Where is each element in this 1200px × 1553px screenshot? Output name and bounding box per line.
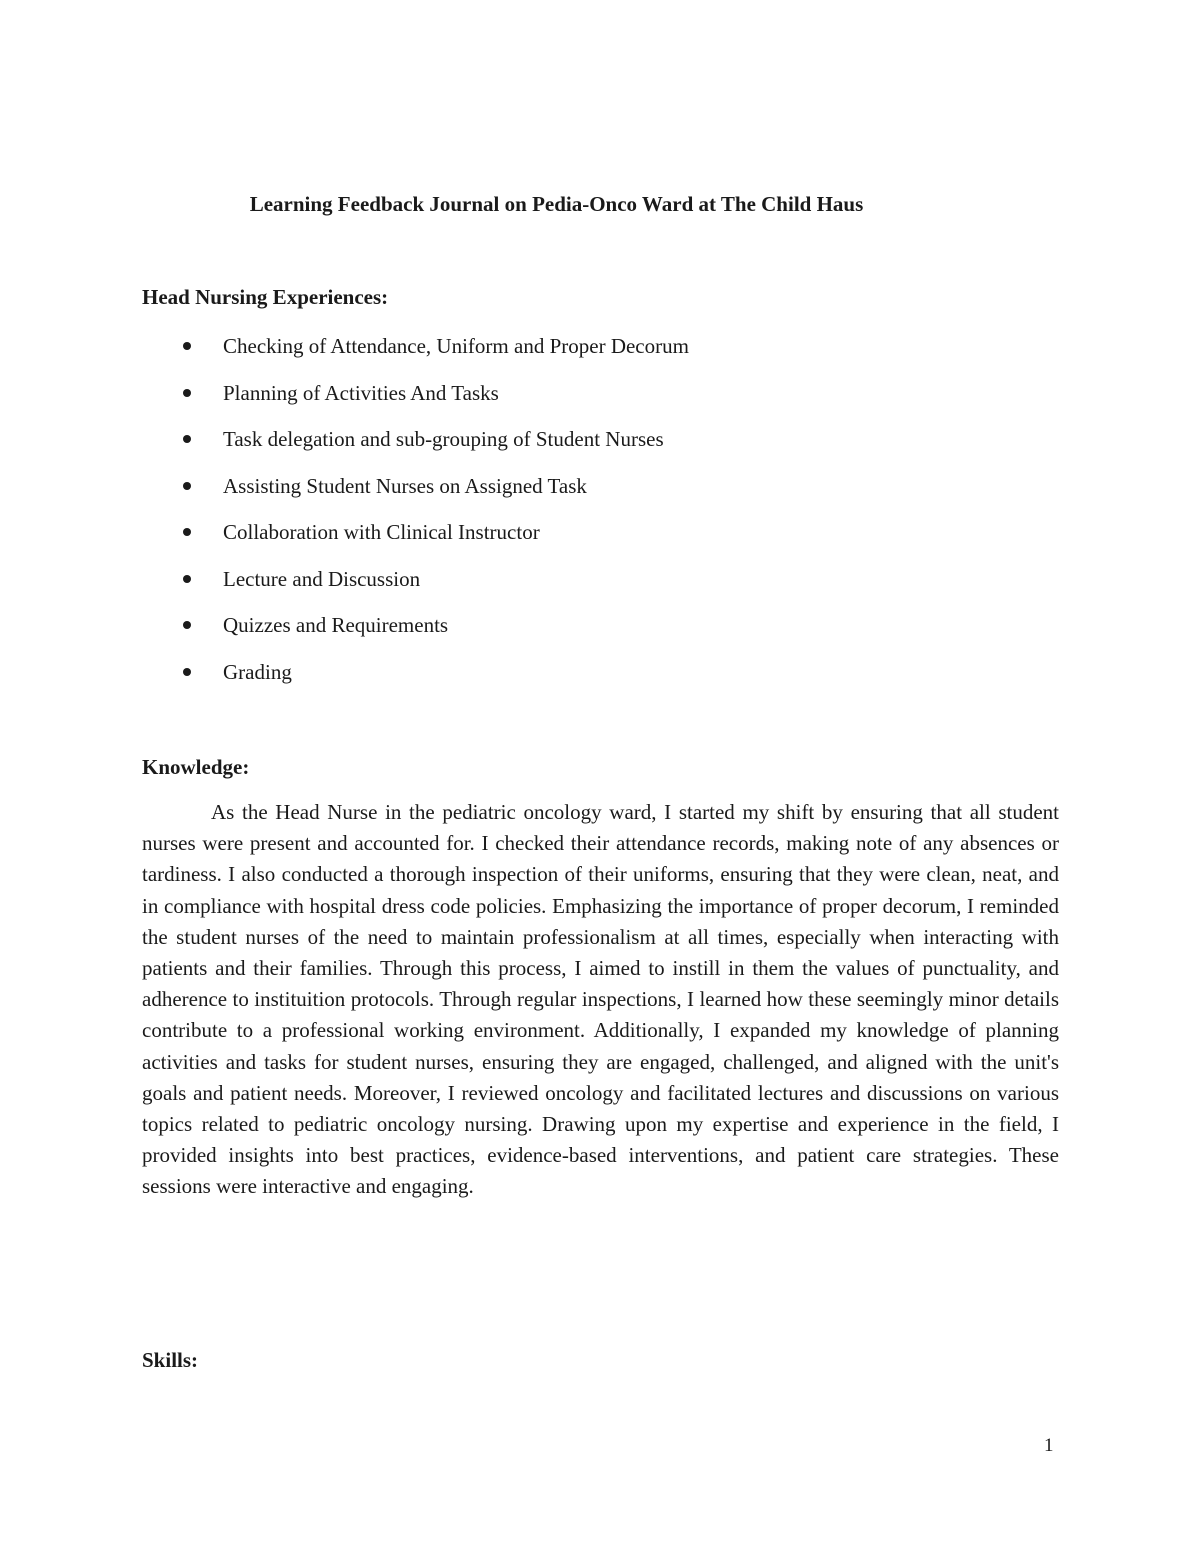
list-item-text: Task delegation and sub-grouping of Student Nurses bbox=[223, 427, 664, 451]
bullet-icon bbox=[183, 342, 191, 350]
knowledge-heading: Knowledge: bbox=[142, 755, 250, 779]
skills-heading: Skills: bbox=[142, 1348, 199, 1372]
bullet-icon bbox=[183, 435, 191, 443]
list-item bbox=[142, 517, 1062, 564]
list-item-text: Assisting Student Nurses on Assigned Task bbox=[223, 473, 587, 498]
list-item-text: Collaboration with Clinical Instructor bbox=[223, 520, 540, 544]
bullet-icon bbox=[183, 668, 191, 676]
list-item bbox=[142, 564, 1062, 611]
list-item bbox=[142, 378, 1062, 425]
page-number: 1 bbox=[1044, 1435, 1054, 1456]
list-item bbox=[142, 424, 1062, 471]
knowledge-paragraph: As the Head Nurse in the pediatric oncology ward, I started my shift by ensuring that all student nurses were present and accounted for. I checked their attendance records, making note of any absences or tardiness. I also conducted a thorough inspection of their uniforms, ensuring that they were clean, neat, and in compliance with hospital dress code policies. Emphasizing the importance of proper decorum, I reminded the student nurses of the need to maintain professionalism at all times, especially when interacting with patients and their families. Through this process, I aimed to instill in them the values of punctuality, and adherence to instituition protocols. Through regular inspections, I learned how these seemingly minor details contribute to a professional working environment. Additionally, I expanded my knowledge of planning activities and tasks for student nurses, ensuring they are engaged, challenged, and aligned with the unit's goals and patient needs. Moreover, I reviewed oncology and facilitated lectures and discussions on various topics related to pediatric oncology nursing. Drawing upon my expertise and experience in the field, I provided insights into best practices, evidence-based interventions, and patient care strategies. These sessions were interactive and engaging. bbox=[142, 800, 1059, 1199]
list-item-text: Checking of Attendance, Uniform and Proper Decorum bbox=[223, 334, 689, 358]
bullet-icon bbox=[183, 528, 191, 536]
list-item-text: Quizzes and Requirements bbox=[223, 613, 449, 637]
list-item bbox=[142, 657, 1062, 704]
list-item bbox=[142, 471, 1062, 518]
document-title: Learning Feedback Journal on Pedia-Onco Ward at The Child Haus bbox=[249, 192, 864, 216]
list-item-text: Lecture and Discussion bbox=[223, 566, 421, 591]
list-item-text: Grading bbox=[223, 659, 292, 684]
experiences-heading: Head Nursing Experiences: bbox=[142, 285, 389, 309]
list-item-text: Planning of Activities And Tasks bbox=[223, 380, 499, 405]
bullet-icon bbox=[183, 482, 191, 490]
bullet-icon bbox=[183, 389, 191, 397]
list-item bbox=[142, 610, 1062, 657]
list-item bbox=[142, 331, 1062, 378]
experiences-list bbox=[142, 331, 1062, 703]
bullet-icon bbox=[183, 621, 191, 629]
bullet-icon bbox=[183, 575, 191, 583]
